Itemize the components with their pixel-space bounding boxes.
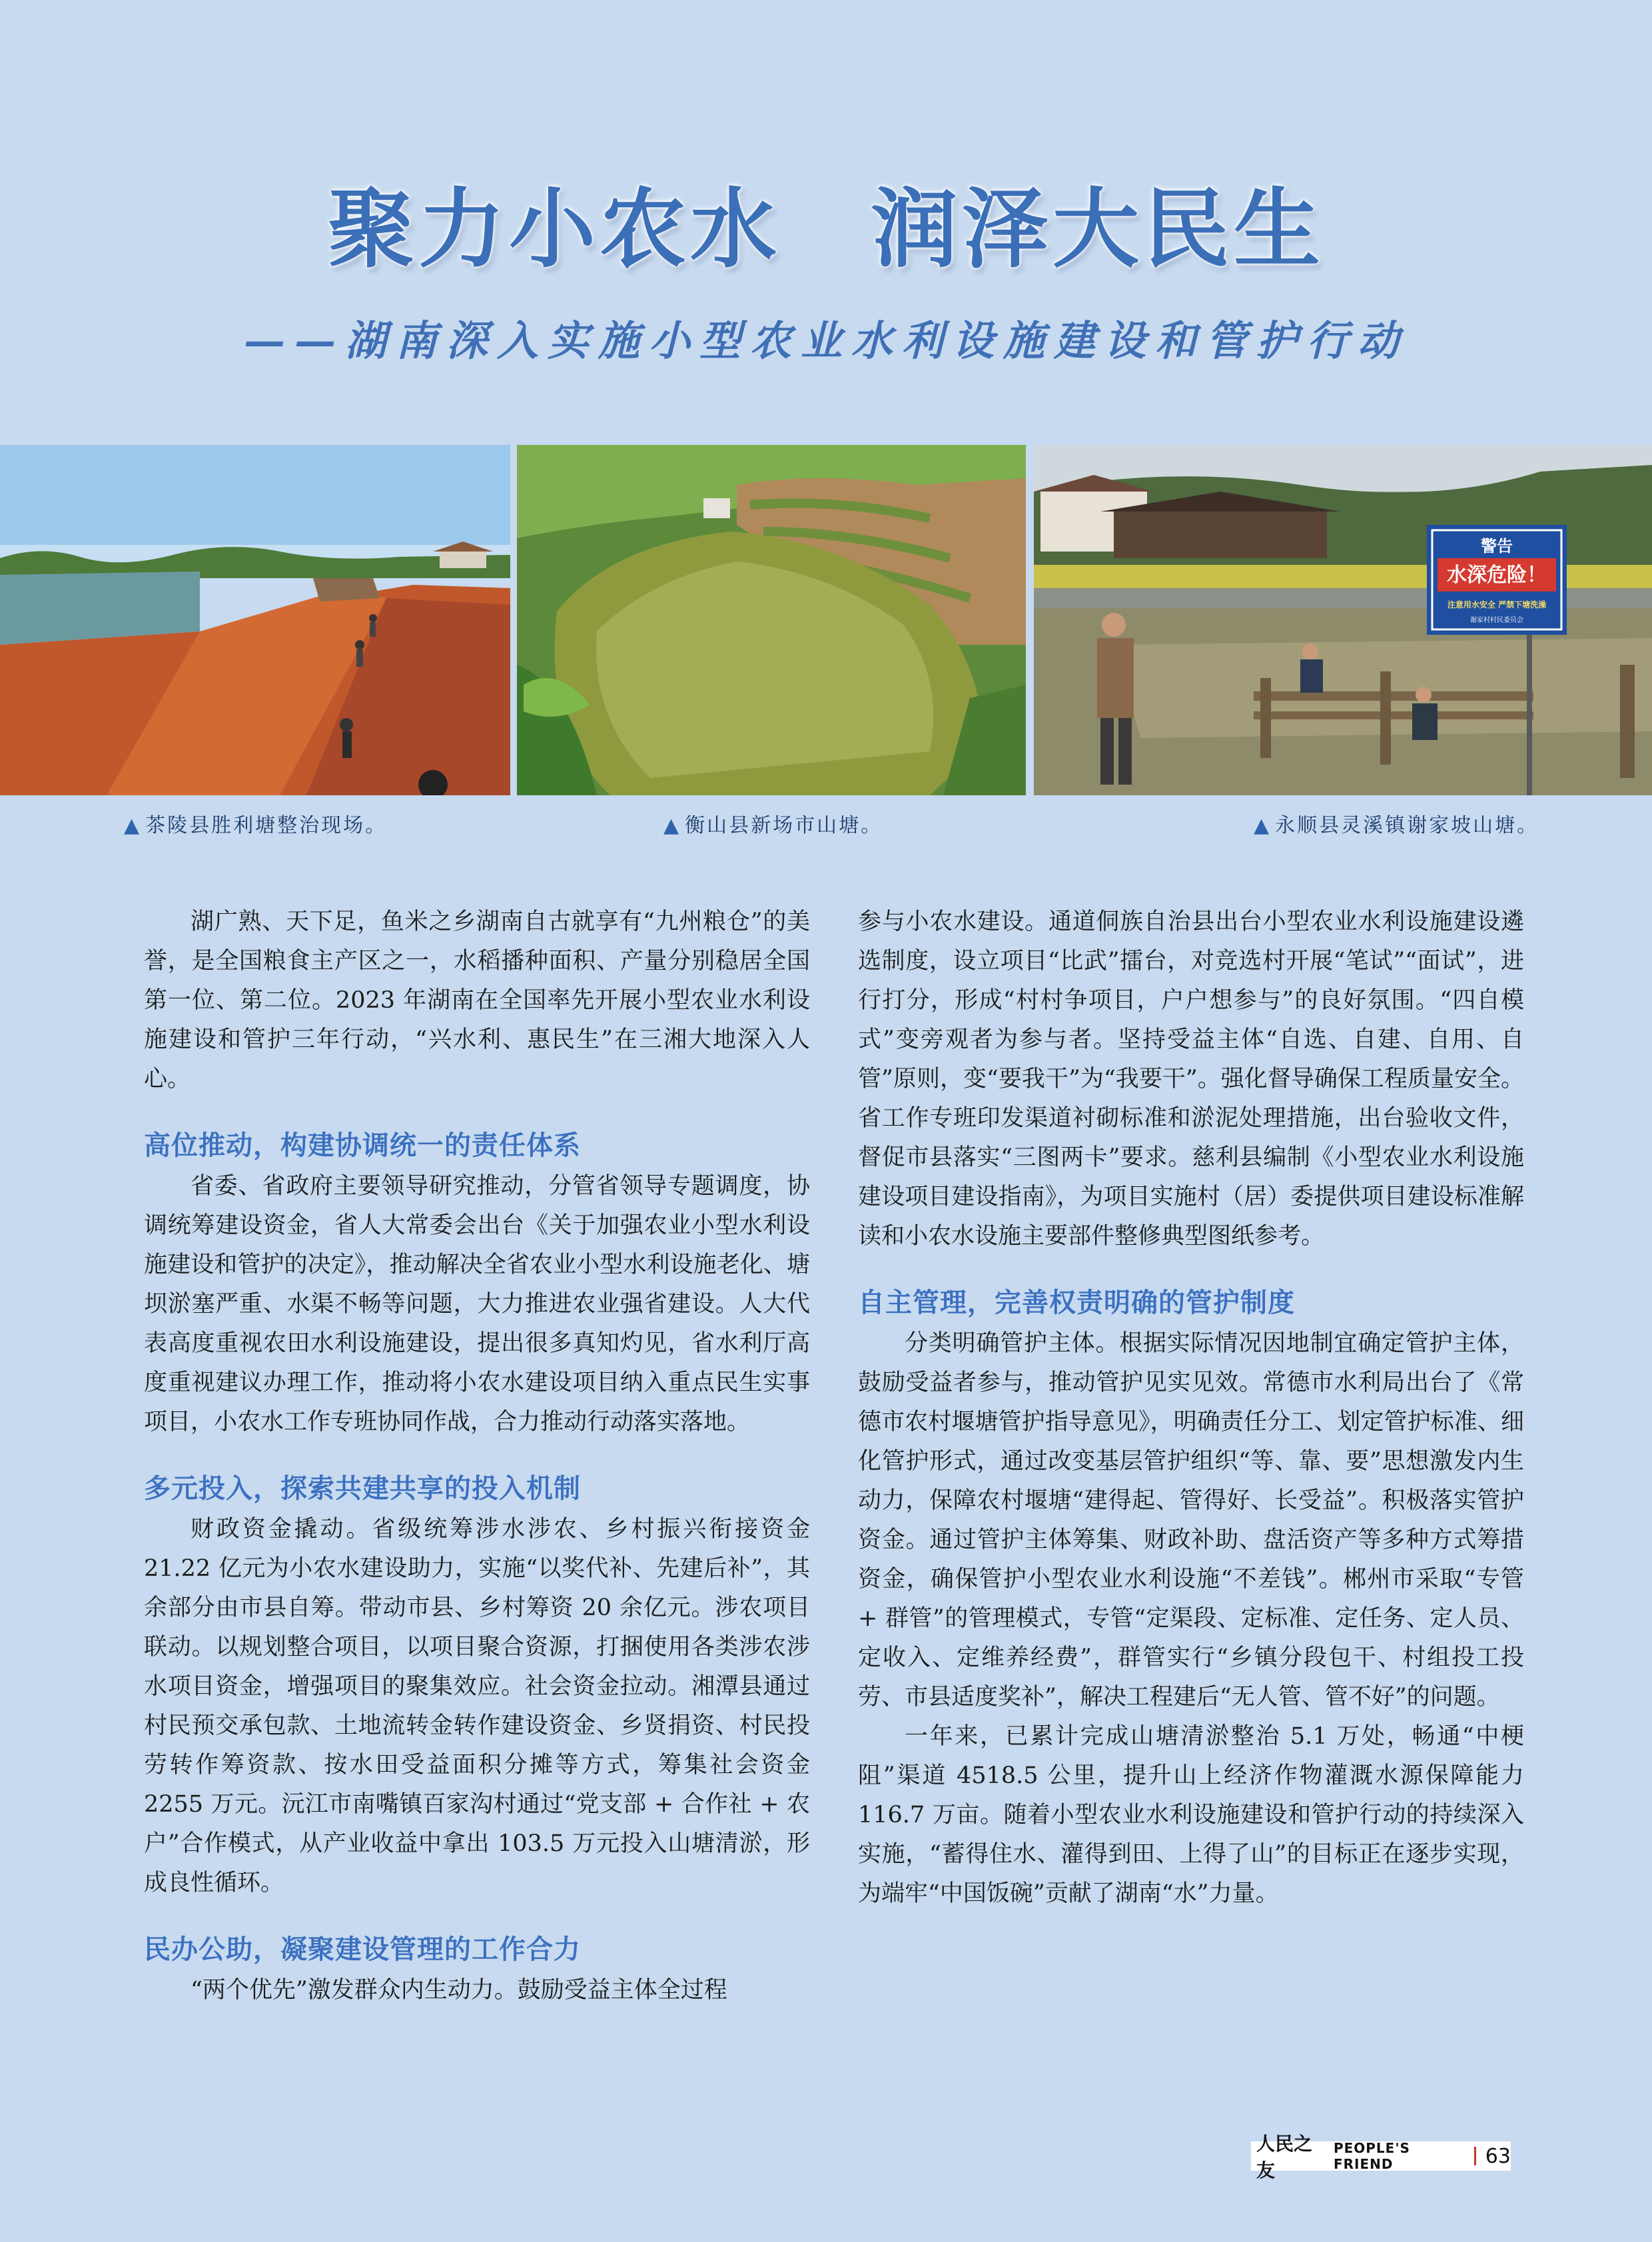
photo-yongshun-pond [1034, 445, 1652, 795]
photo-caption-3: ▲ 永顺县灵溪镇谢家坡山塘。 [1254, 814, 1539, 837]
section-4-paragraph: 分类明确管护主体。根据实际情况因地制宜确定管护主体，鼓励受益者参与，推动管护见实见效。常德市水利局出台了《常德市农村堰塘管护指导意见》，明确责任分工、划定管护标准、细化管护形式，通过改变基层管护组织“等、靠、要”思想激发内生动力，保障农村堰塘“建得起、管得好、长受益”。积极落实管护资金。通过管护主体筹集、财政补助、盘活资产等多种方式筹措资金，确保管护小型农业水利设施“不差钱”。郴州市采取“专管 + 群管”的管理模式，专管“定渠段、定标准、定任务、定人员、定收入、定维养经费”，群管实行“乡镇分段包干、村组投工投劳、市县适度奖补”，解决工程建后“无人管、管不好”的问题。 [858, 1330, 1524, 1710]
warning-sign-main: 水深危险！ [1447, 563, 1547, 587]
page-number: 63 [1485, 2144, 1511, 2168]
photo-hengshan-pond [517, 445, 1026, 795]
photo-caption-2: ▲ 衡山县新场市山塘。 [663, 814, 883, 837]
page-title: 聚力小农水 润泽大民生 [327, 179, 1324, 280]
photo-caption-1: ▲ 茶陵县胜利塘整治现场。 [124, 814, 388, 837]
section-3-paragraph-continued: 参与小农水建设。通道侗族自治县出台小型农业水利设施建设遴选制度，设立项目“比武”擂台，对竞选村开展“笔试”“面试”，进行打分，形成“村村争项目，户户想参与”的良好氛围。“四自模式”变旁观者为参与者。坚持受益主体“自选、自建、自用、自管”原则，变“要我干”为“我要干”。强化督导确保工程质量安全。省工作专班印发渠道衬砌标准和淤泥处理措施，出台验收文件，督促市县落实“三图两卡”要求。慈利县编制《小型农业水利设施建设项目建设指南》，为项目实施村（居）委提供项目建设标准解读和小农水设施主要部件整修典型图纸参考。 [858, 909, 1524, 1250]
photo-chaling-pond [0, 445, 510, 795]
warning-sign-sub: 注意用水安全 严禁下塘洗澡 [1447, 600, 1547, 609]
magazine-name-en: PEOPLE'S FRIEND [1333, 2140, 1410, 2172]
intro-paragraph: 湖广熟、天下足，鱼米之乡湖南自古就享有“九州粮仓”的美誉，是全国粮食主产区之一，水稻播种面积、产量分别稳居全国第一位、第二位。2023 年湖南在全国率先开展小型农业水利设施建设和管护三年行动，“兴水利、惠民生”在三湘大地深入人心。 [144, 909, 810, 1092]
section-3-paragraph-start: “两个优先”激发群众内生动力。鼓励受益主体全过程 [191, 1977, 727, 2004]
triangle-marker-icon: ▲ [663, 814, 681, 837]
section-heading-4: 自主管理，完善权责明确的管护制度 [858, 1288, 1295, 1318]
article-column-right [858, 903, 1524, 1914]
section-1-paragraph: 省委、省政府主要领导研究推动，分管省领导专题调度，协调统筹建设资金，省人大常委会出台《关于加强农业小型水利设施建设和管护的决定》，推动解决全省农业小型水利设施老化、塘坝淤塞严重、水渠不畅等问题，大力推进农业强省建设。人大代表高度重视农田水利设施建设，提出很多真知灼见，省水利厅高度重视建议办理工作，推动将小农水建设项目纳入重点民生实事项目，小农水工作专班协同作战，合力推动行动落实落地。 [144, 1173, 810, 1435]
magazine-name-cn: 人民之友 [1256, 2133, 1313, 2181]
triangle-marker-icon: ▲ [124, 814, 142, 837]
closing-paragraph: 一年来，已累计完成山塘清淤整治 5.1 万处，畅通“中梗阻”渠道 4518.5 公里，提升山上经济作物灌溉水源保障能力 116.7 万亩。随着小型农业水利设施建设和管护行动的持续深入实施，“蓄得住水、灌得到田、上得了山”的目标正在逐步实现，为端牢“中国饭碗”贡献了湖南“水”力量。 [858, 1723, 1524, 1907]
section-heading-1: 高位推动，构建协调统一的责任体系 [144, 1130, 581, 1161]
warning-sign-title: 警告 [1481, 537, 1513, 556]
article-column-left [144, 903, 810, 2010]
page-subtitle: ——湖南深入实施小型农业水利设施建设和管护行动 [243, 316, 1408, 365]
triangle-marker-icon: ▲ [1254, 814, 1272, 837]
footer-divider [1474, 2147, 1476, 2165]
section-heading-2: 多元投入，探索共建共享的投入机制 [144, 1473, 581, 1504]
warning-sign-org: 谢家村村民委员会 [1470, 617, 1523, 624]
section-2-paragraph: 财政资金撬动。省级统筹涉水涉农、乡村振兴衔接资金 21.22 亿元为小农水建设助力，实施“以奖代补、先建后补”，其余部分由市县自筹。带动市县、乡村筹资 20 余亿元。涉农项目联动。以规划整合项目，以项目聚合资源，打捆使用各类涉农涉水项目资金，增强项目的聚集效应。社会资金拉动。湘潭县通过村民预交承包款、土地流转金转作建设资金、乡贤捐资、村民投劳转作筹资款、按水田受益面积分摊等方式，筹集社会资金 2255 万元。沅江市南嘴镇百家沟村通过“党支部 + 合作社 + 农户”合作模式，从产业收益中拿出 103.5 万元投入山塘清淤，形成良性循环。 [144, 1516, 810, 1896]
page-footer [1251, 2133, 1511, 2181]
section-heading-3: 民办公助，凝聚建设管理的工作合力 [144, 1934, 581, 1965]
